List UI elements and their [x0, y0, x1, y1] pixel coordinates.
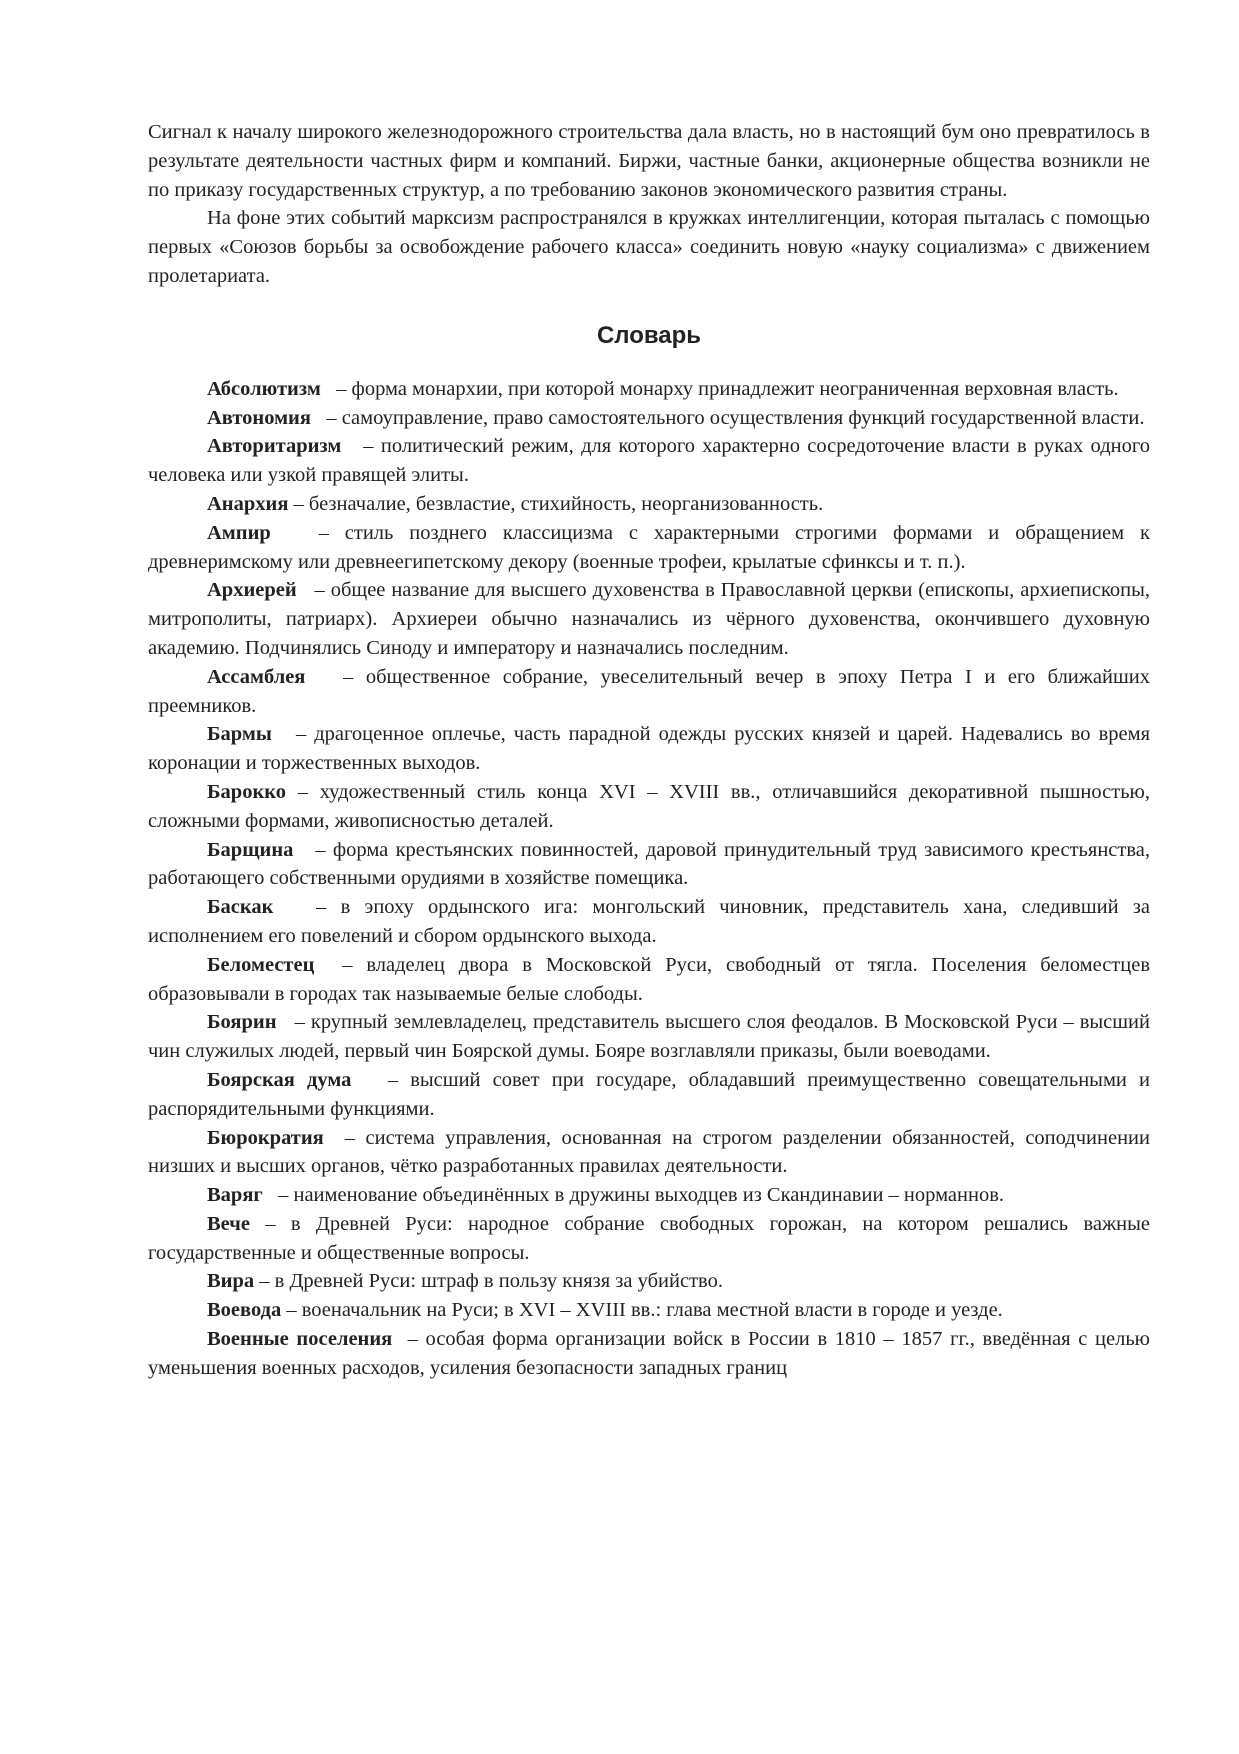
glossary-term: Ампир	[207, 521, 271, 544]
glossary-entry	[148, 720, 1150, 778]
glossary-definition: – самоуправление, право самостоятельного осуществления функций государственной власти.	[326, 406, 1145, 429]
glossary-definition: – владелец двора в Московской Руси, свободный от тягла. Поселения беломестцев образовывали в городах так называемые белые слободы.	[148, 953, 1150, 1005]
glossary-definition: – особая форма организации войск в России в 1810 – 1857 гг., введённая с целью уменьшения военных расходов, усиления безопасности западных границ	[148, 1328, 1151, 1379]
glossary-term: Абсолютизм	[207, 377, 321, 400]
glossary-definition: – крупный землевладелец, представитель высшего слоя феодалов. В Московской Руси – высший чин служилых людей, первый чин Боярской думы. Бояре возглавляли приказы, были воеводами.	[148, 1011, 1150, 1063]
glossary-definition: – драгоценное оплечье, часть парадной одежды русских князей и царей. Надевались во время коронации и торжественных выходов.	[148, 723, 1150, 775]
glossary-term: Барокко	[207, 780, 287, 803]
glossary-definition: – высший совет при государе, обладавший преимущественно совещательными и распорядительными функциями.	[148, 1068, 1150, 1120]
glossary-term: Бармы	[207, 723, 272, 746]
glossary-entry	[148, 1124, 1150, 1182]
glossary-definition: – в эпоху ордынского ига: монгольский чиновник, представитель хана, следивший за исполнением его повелений и сбором ордынского выхода.	[148, 896, 1150, 947]
glossary-definition: – в Древней Руси: штраф в пользу князя за убийство.	[259, 1270, 723, 1293]
glossary-term: Военные поселения	[207, 1328, 393, 1351]
glossary-definition: – художественный стиль конца XVI – XVIII вв., отличавшийся декоративной пышностью, сложными формами, живописностью деталей.	[148, 780, 1151, 832]
glossary-definition: – форма крестьянских повинностей, даровой принудительный труд зависимого крестьянства, работающего собственными орудиями в хозяйстве помещика.	[148, 838, 1150, 890]
glossary-entry	[148, 1325, 1150, 1383]
glossary-entry	[148, 1181, 1150, 1210]
document-page	[148, 118, 1150, 1383]
glossary-entry	[148, 576, 1150, 662]
glossary-definition: – в Древней Руси: народное собрание свободных горожан, на котором решались важные государственные и общественные вопросы.	[148, 1212, 1150, 1264]
glossary-list	[148, 375, 1150, 1383]
glossary-heading: Словарь	[596, 321, 702, 349]
glossary-definition: – форма монархии, при которой монарху принадлежит неограниченная верховная власть.	[336, 377, 1119, 400]
glossary-term: Воевода	[207, 1299, 282, 1322]
glossary-entry	[148, 1008, 1150, 1066]
glossary-entry	[148, 490, 1150, 519]
glossary-definition: – система управления, основанная на строгом разделении обязанностей, соподчинении низших и высших органов, чётко разработанных правилах деятельности.	[148, 1126, 1150, 1178]
glossary-term: Автономия	[207, 406, 311, 429]
glossary-term: Ассамблея	[207, 665, 306, 688]
glossary-term: Вече	[207, 1212, 250, 1235]
glossary-entry	[148, 1267, 1150, 1296]
glossary-entry	[148, 1296, 1150, 1325]
glossary-term: Боярин	[207, 1011, 277, 1034]
glossary-definition: – общественное собрание, увеселительный вечер в эпоху Петра I и его ближайших преемников.	[148, 665, 1151, 717]
glossary-entry	[148, 663, 1150, 721]
glossary-entry	[148, 1066, 1150, 1124]
glossary-term: Авторитаризм	[207, 435, 342, 458]
glossary-term: Анархия	[207, 492, 289, 515]
glossary-definition: – военачальник на Руси; в XVI – XVIII вв.: глава местной власти в городе и уезде.	[286, 1299, 1003, 1322]
glossary-entry	[148, 519, 1150, 577]
glossary-term: Баскак	[207, 896, 274, 919]
glossary-entry	[148, 893, 1150, 951]
glossary-term: Вира	[207, 1270, 255, 1293]
intro-paragraph-2: На фоне этих событий марксизм распространялся в кружках интеллигенции, которая пыталась с помощью первых «Союзов борьбы за освобождение рабочего класса» соединить новую «науку социализма» с движением пролетариата.	[148, 207, 1150, 287]
glossary-definition: – наименование объединённых в дружины выходцев из Скандинавии – норманнов.	[278, 1184, 1004, 1207]
glossary-term: Варяг	[207, 1184, 263, 1207]
glossary-entry	[148, 375, 1150, 404]
glossary-entry	[148, 778, 1150, 836]
intro-paragraph-1: Сигнал к началу широкого железнодорожного строительства дала власть, но в настоящий бум оно превратилось в результате деятельности частных фирм и компаний. Биржи, частные банки, акционерные общества возникли не по приказу государственных структур, а по требованию законов экономического развития страны.	[148, 121, 1150, 201]
glossary-entry	[148, 404, 1150, 433]
glossary-definition: – общее название для высшего духовенства в Православной церкви (епископы, архиепископы, митрополиты, патриарх). Архиереи обычно назначались из чёрного духовенства, окончившего духовную академию. Подчинялись Синоду и императору и назначались последним.	[148, 579, 1150, 659]
glossary-term: Барщина	[207, 838, 294, 861]
glossary-definition: – стиль позднего классицизма с характерными строгими формами и обращением к древнеримскому или древнеегипетскому декору (военные трофеи, крылатые сфинксы и т. п.).	[148, 521, 1151, 573]
glossary-definition: – безначалие, безвластие, стихийность, неорганизованность.	[293, 492, 824, 515]
glossary-term: Боярская дума	[207, 1068, 352, 1091]
glossary-term: Архиерей	[207, 579, 297, 602]
glossary-entry	[148, 432, 1150, 490]
glossary-term: Беломестец	[207, 953, 315, 976]
glossary-definition: – политический режим, для которого характерно сосредоточение власти в руках одного человека или узкой правящей элиты.	[148, 435, 1150, 487]
glossary-term: Бюрократия	[207, 1126, 324, 1149]
glossary-entry	[148, 951, 1150, 1009]
glossary-entry	[148, 836, 1150, 894]
glossary-entry	[148, 1210, 1150, 1268]
